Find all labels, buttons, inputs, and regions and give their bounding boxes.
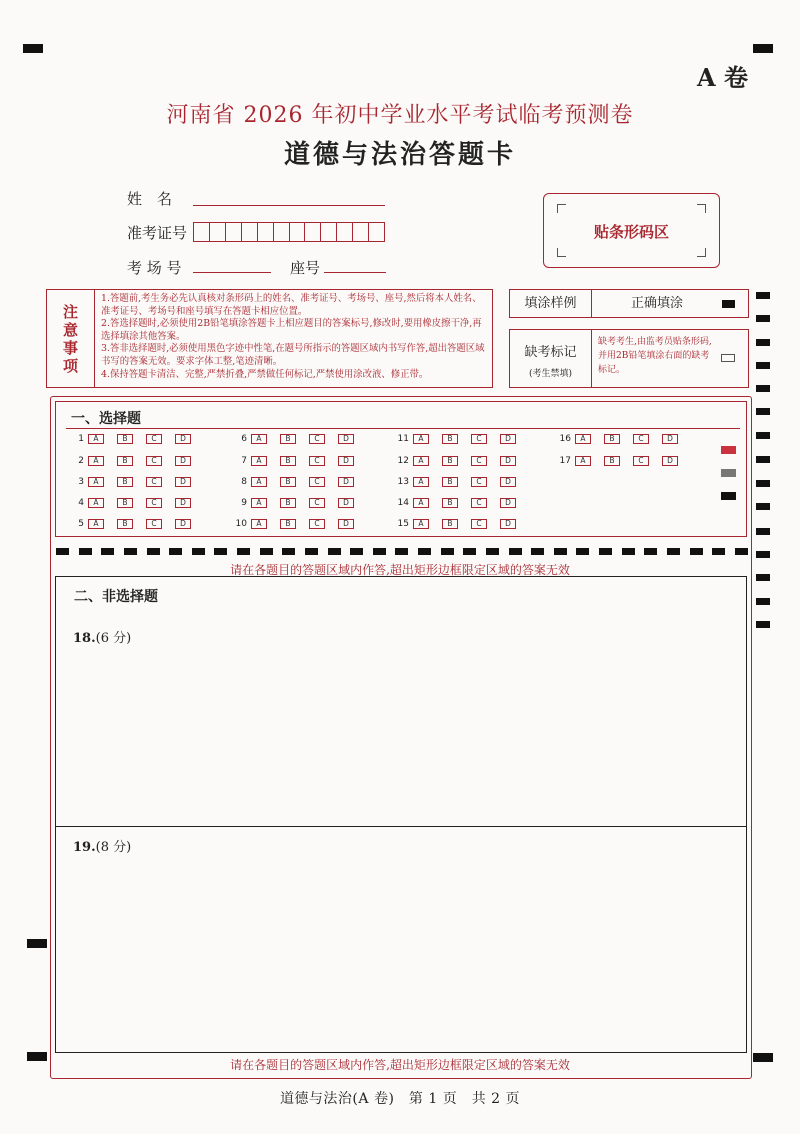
choice-question — [68, 433, 204, 445]
dash-mark — [644, 548, 657, 555]
page-footer: 道德与法治(A 卷) 第 1 页 共 2 页 — [279, 1091, 521, 1107]
answer-bubble-c[interactable]: C — [309, 519, 325, 529]
answer-bubble-c[interactable]: C — [309, 434, 325, 444]
choice-question — [68, 497, 204, 509]
choice-question — [555, 433, 691, 445]
dash-mark — [509, 548, 522, 555]
question-number: 16 — [559, 434, 571, 444]
answer-bubble-c[interactable]: C — [146, 477, 162, 487]
fill-sample-box — [509, 289, 749, 318]
answer-bubble-d[interactable]: D — [175, 434, 191, 444]
question-number: 14 — [397, 498, 409, 508]
barcode-area — [543, 193, 720, 268]
question-19-answer-area[interactable] — [60, 860, 742, 1048]
choice-question — [231, 455, 367, 467]
answer-bubble-d[interactable]: D — [500, 434, 516, 444]
timing-mark-top-right — [753, 44, 773, 53]
dash-mark — [56, 548, 69, 555]
warning-text-top: 请在各题目的答题区域内作答,超出矩形边框限定区域的答案无效 — [230, 563, 570, 577]
answer-bubble-b[interactable]: B — [604, 434, 620, 444]
question-number: 9 — [241, 498, 247, 508]
dash-mark — [282, 548, 295, 555]
answer-bubble-b[interactable]: B — [604, 456, 620, 466]
answer-bubble-a[interactable]: A — [575, 434, 591, 444]
dash-mark — [124, 548, 137, 555]
answer-bubble-d[interactable]: D — [338, 456, 354, 466]
fill-sample-label: 填涂样例 — [510, 290, 592, 317]
answer-bubble-d[interactable]: D — [338, 434, 354, 444]
answer-bubble-b[interactable]: B — [117, 519, 133, 529]
timing-mark-top-left — [23, 44, 43, 53]
answer-bubble-c[interactable]: C — [309, 456, 325, 466]
exam-title: 河南省 2026 年初中学业水平考试临考预测卷 — [166, 103, 634, 128]
choice-question — [393, 497, 529, 509]
answer-bubble-d[interactable]: D — [175, 477, 191, 487]
dash-mark — [599, 548, 612, 555]
answer-bubble-d[interactable]: D — [338, 477, 354, 487]
answer-bubble-d[interactable]: D — [500, 477, 516, 487]
notice-item: 3.答非选择题时,必须使用黑色字迹中性笔,在题号所指示的答题区域内书写作答,超出答题区域书写的答案无效。要求字体工整,笔迹清晰。 — [101, 343, 485, 367]
dash-mark — [441, 548, 454, 555]
absent-sub-label: (考生禁填) — [528, 369, 573, 379]
question-number: 8 — [241, 477, 247, 487]
multiple-choice-section — [55, 401, 747, 537]
question-number: 7 — [241, 456, 247, 466]
answer-bubble-b[interactable]: B — [442, 456, 458, 466]
notice-item: 4.保持答题卡清洁、完整,严禁折叠,严禁做任何标记,严禁使用涂改液、修正带。 — [101, 368, 429, 380]
dash-mark — [192, 548, 205, 555]
answer-bubble-b[interactable]: B — [280, 477, 296, 487]
exam-room-label: 考 场 号 — [127, 259, 182, 277]
multiple-choice-title: 一、选择题 — [71, 411, 141, 427]
swatch-red — [721, 446, 736, 454]
answer-bubble-a[interactable]: A — [88, 434, 104, 444]
answer-bubble-c[interactable]: C — [309, 477, 325, 487]
answer-bubble-c[interactable]: C — [471, 498, 487, 508]
choice-question — [68, 476, 204, 488]
answer-bubble-d[interactable]: D — [662, 434, 678, 444]
question-divider — [55, 826, 747, 827]
question-19-label: 19.(8 分) — [73, 840, 132, 855]
seat-label: 座号 — [290, 259, 321, 277]
dash-mark — [486, 548, 499, 555]
answer-bubble-a[interactable]: A — [88, 477, 104, 487]
dash-mark — [305, 548, 318, 555]
answer-bubble-c[interactable]: C — [471, 477, 487, 487]
dash-mark — [214, 548, 227, 555]
choice-question — [231, 497, 367, 509]
question-number: 12 — [397, 456, 409, 466]
answer-bubble-a[interactable]: A — [251, 519, 267, 529]
question-number: 15 — [397, 519, 409, 529]
dash-mark — [395, 548, 408, 555]
answer-bubble-d[interactable]: D — [500, 456, 516, 466]
dash-mark — [667, 548, 680, 555]
seat-field[interactable] — [324, 272, 386, 273]
answer-bubble-b[interactable]: B — [442, 519, 458, 529]
timing-mark-bottom-left-1 — [27, 939, 47, 948]
choice-question — [393, 433, 529, 445]
choice-question — [231, 433, 367, 445]
choice-question — [68, 455, 204, 467]
answer-bubble-b[interactable]: B — [280, 519, 296, 529]
question-number: 1 — [78, 434, 84, 444]
question-number: 5 — [78, 519, 84, 529]
notice-item: 2.答选择题时,必须使用2B铅笔填涂答题卡上相应题目的答案标号,修改时,要用橡皮擦干净,再选择填涂其他答案。 — [101, 318, 482, 342]
dash-mark — [531, 548, 544, 555]
dash-mark — [101, 548, 114, 555]
notice-text — [101, 293, 488, 381]
answer-bubble-a[interactable]: A — [413, 434, 429, 444]
answer-bubble-b[interactable]: B — [280, 434, 296, 444]
answer-bubble-a[interactable]: A — [251, 477, 267, 487]
answer-bubble-c[interactable]: C — [633, 434, 649, 444]
answer-bubble-d[interactable]: D — [338, 498, 354, 508]
non-multiple-choice-title: 二、非选择题 — [74, 589, 158, 605]
fill-sample-value: 正确填涂 — [630, 296, 683, 311]
answer-bubble-b[interactable]: B — [117, 434, 133, 444]
choice-question — [393, 518, 529, 530]
paper-version-label: A 卷 — [697, 63, 748, 92]
dash-mark — [735, 548, 748, 555]
answer-bubble-a[interactable]: A — [88, 498, 104, 508]
dash-mark — [712, 548, 725, 555]
answer-bubble-a[interactable]: A — [251, 434, 267, 444]
answer-bubble-d[interactable]: D — [500, 519, 516, 529]
answer-bubble-d[interactable]: D — [175, 498, 191, 508]
dash-mark — [350, 548, 363, 555]
dash-mark — [576, 548, 589, 555]
answer-sheet-title: 道德与法治答题卡 — [283, 140, 516, 170]
question-number: 6 — [241, 434, 247, 444]
answer-bubble-a[interactable]: A — [413, 477, 429, 487]
answer-bubble-b[interactable]: B — [117, 456, 133, 466]
barcode-label: 贴条形码区 — [593, 223, 669, 241]
question-18-label: 18.(6 分) — [73, 631, 132, 646]
choice-question — [68, 518, 204, 530]
answer-bubble-b[interactable]: B — [117, 498, 133, 508]
answer-bubble-c[interactable]: C — [471, 519, 487, 529]
answer-bubble-b[interactable]: B — [117, 477, 133, 487]
answer-bubble-b[interactable]: B — [442, 477, 458, 487]
answer-bubble-c[interactable]: C — [146, 498, 162, 508]
answer-bubble-a[interactable]: A — [88, 519, 104, 529]
answer-bubble-b[interactable]: B — [442, 434, 458, 444]
choice-question — [393, 476, 529, 488]
answer-bubble-c[interactable]: C — [146, 519, 162, 529]
choice-question — [231, 518, 367, 530]
question-number: 17 — [559, 456, 571, 466]
dash-mark — [622, 548, 635, 555]
answer-bubble-a[interactable]: A — [251, 498, 267, 508]
answer-bubble-d[interactable]: D — [175, 456, 191, 466]
question-number: 10 — [235, 519, 247, 529]
question-number: 13 — [397, 477, 409, 487]
swatch-gray — [721, 469, 736, 477]
dash-mark — [237, 548, 250, 555]
answer-bubble-a[interactable]: A — [413, 519, 429, 529]
exam-id-boxes[interactable] — [193, 222, 385, 242]
answer-bubble-c[interactable]: C — [633, 456, 649, 466]
answer-bubble-a[interactable]: A — [575, 456, 591, 466]
answer-bubble-b[interactable]: B — [280, 498, 296, 508]
choice-question — [393, 455, 529, 467]
dash-separator — [56, 548, 748, 556]
question-number: 2 — [78, 456, 84, 466]
answer-bubble-b[interactable]: B — [442, 498, 458, 508]
dash-mark — [79, 548, 92, 555]
notice-item: 1.答题前,考生务必先认真核对条形码上的姓名、准考证号、考场号、座号,然后将本人姓名、准考证号、考场号和座号填写在答题卡相应位置。 — [101, 293, 482, 317]
answer-bubble-c[interactable]: C — [146, 434, 162, 444]
choice-question — [231, 476, 367, 488]
dash-mark — [260, 548, 273, 555]
answer-bubble-a[interactable]: A — [88, 456, 104, 466]
dash-mark — [554, 548, 567, 555]
absent-mark-box — [509, 329, 749, 388]
absent-note: 缺考考生,由监考员贴条形码,并用2B铅笔填涂右面的缺考标记。 — [598, 337, 712, 375]
notice-heading: 注 意 事 项 — [47, 290, 95, 387]
dash-mark — [463, 548, 476, 555]
dash-mark — [373, 548, 386, 555]
choice-question — [555, 455, 691, 467]
name-field[interactable] — [193, 205, 385, 206]
question-18-answer-area[interactable] — [60, 650, 742, 820]
answer-bubble-a[interactable]: A — [413, 456, 429, 466]
filled-example-mark — [722, 300, 735, 308]
dash-mark — [328, 548, 341, 555]
absent-label: 缺考标记 — [524, 345, 577, 360]
exam-id-label: 准考证号 — [127, 224, 188, 242]
dash-mark — [147, 548, 160, 555]
swatch-black — [721, 492, 736, 500]
section-divider — [66, 428, 740, 429]
answer-bubble-b[interactable]: B — [280, 456, 296, 466]
answer-bubble-d[interactable]: D — [338, 519, 354, 529]
dash-mark — [169, 548, 182, 555]
dash-mark — [690, 548, 703, 555]
absent-checkbox[interactable] — [721, 354, 735, 362]
answer-bubble-d[interactable]: D — [175, 519, 191, 529]
answer-bubble-c[interactable]: C — [471, 434, 487, 444]
answer-bubble-a[interactable]: A — [413, 498, 429, 508]
answer-bubble-c[interactable]: C — [146, 456, 162, 466]
answer-bubble-a[interactable]: A — [251, 456, 267, 466]
answer-bubble-d[interactable]: D — [662, 456, 678, 466]
dash-mark — [418, 548, 431, 555]
name-label: 姓 名 — [127, 190, 173, 208]
question-number: 11 — [397, 434, 409, 444]
exam-room-field[interactable] — [193, 272, 271, 273]
question-number: 4 — [78, 498, 84, 508]
notice-box — [46, 289, 493, 388]
warning-text-bottom: 请在各题目的答题区域内作答,超出矩形边框限定区域的答案无效 — [230, 1058, 570, 1072]
answer-bubble-c[interactable]: C — [309, 498, 325, 508]
question-number: 3 — [78, 477, 84, 487]
answer-bubble-c[interactable]: C — [471, 456, 487, 466]
answer-bubble-d[interactable]: D — [500, 498, 516, 508]
